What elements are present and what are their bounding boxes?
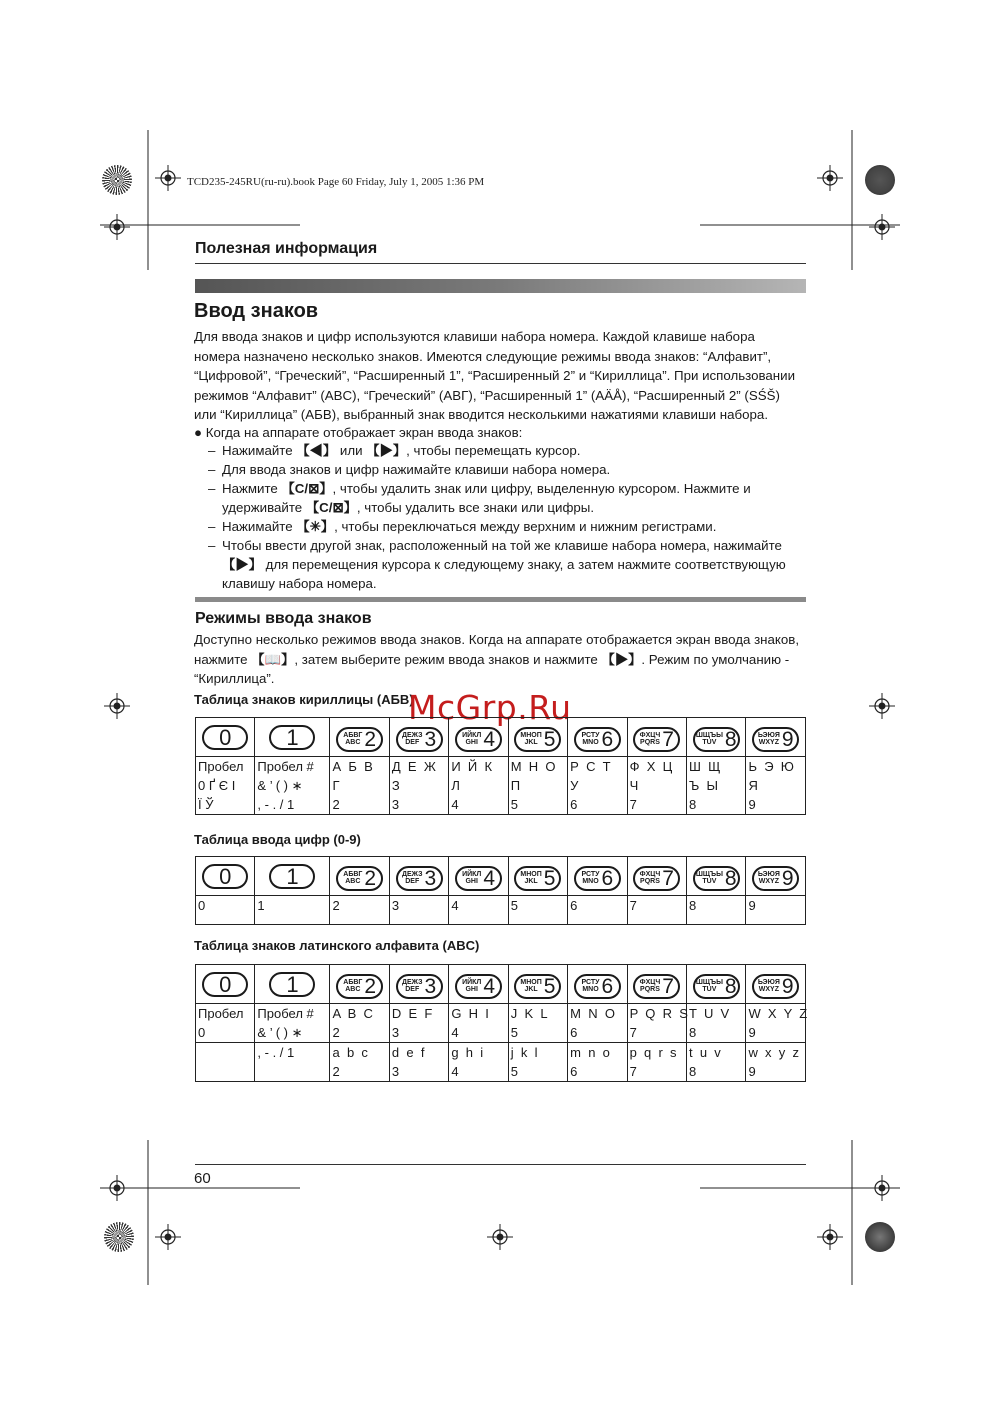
cell-text: Ї Ў bbox=[198, 797, 214, 812]
key-digit: 7 bbox=[662, 866, 674, 890]
cell-text: 2 bbox=[332, 1064, 340, 1079]
key-letters: РСТУ MNO bbox=[581, 978, 600, 993]
cell-text: t u v bbox=[689, 1045, 721, 1060]
key-letters: ИЙКЛ GHI bbox=[462, 731, 482, 746]
cell-text: Д Е Ж bbox=[391, 759, 436, 774]
print-header: TCD235-245RU(ru-ru).book Page 60 Friday, July 1, 2005 1:36 PM bbox=[187, 176, 485, 188]
cell-text: & ’ ( ) ∗ bbox=[257, 778, 303, 793]
key-cell-5 bbox=[508, 965, 567, 1004]
table-cell bbox=[746, 896, 806, 925]
key-cell-9 bbox=[746, 965, 806, 1004]
key-letters: АБВГ ABC bbox=[343, 870, 363, 885]
cell-text: 4 bbox=[451, 797, 459, 812]
key-letters: РСТУ MNO bbox=[581, 870, 600, 885]
key-letters: ИЙКЛ GHI bbox=[462, 870, 482, 885]
key-letters: ШЩЪЫ TUV bbox=[695, 870, 723, 885]
table-row bbox=[196, 757, 806, 815]
cell-text: 6 bbox=[570, 898, 578, 913]
cell-text: 9 bbox=[748, 1025, 756, 1040]
intro-paragraph bbox=[194, 327, 806, 425]
right-key-icon: 【▶】 bbox=[601, 651, 642, 667]
right-key-icon: 【▶】 bbox=[222, 557, 262, 572]
dial-key-6-icon bbox=[574, 866, 621, 891]
cell-text: d e f bbox=[391, 1045, 425, 1060]
table-row bbox=[196, 1004, 806, 1043]
cell-text: 9 bbox=[748, 1064, 756, 1079]
right-key-icon: 【▶】 bbox=[366, 443, 407, 458]
key-digit: 8 bbox=[724, 727, 737, 751]
cyrillic-table bbox=[195, 717, 806, 815]
cell-text: Ш Щ bbox=[689, 759, 721, 774]
key-digit: 2 bbox=[364, 866, 377, 890]
key-digit: 3 bbox=[424, 866, 437, 890]
cell-text: W X Y Z bbox=[748, 1006, 808, 1021]
table-cell bbox=[746, 757, 806, 815]
key-letters: ДЕЖЗ DEF bbox=[402, 731, 423, 746]
key-digit: 2 bbox=[364, 974, 377, 998]
dial-key-7-icon bbox=[633, 727, 680, 752]
cell-text: Я bbox=[748, 778, 758, 793]
intro-line: режимов “Алфавит” (ABC), “Греческий” (ΑΒΓ), “Расширенный 1” (AÄÅ), “Расширенный 2” (SŚŠ) bbox=[194, 387, 780, 403]
cell-text: Ф Х Ц bbox=[629, 759, 673, 774]
bullet-text: Когда на аппарате отображает экран ввода знаков: bbox=[205, 425, 523, 440]
dial-key-1-icon bbox=[269, 972, 315, 997]
dial-key-8-icon bbox=[693, 866, 740, 891]
dial-key-9-icon bbox=[752, 727, 799, 752]
key-cell-9 bbox=[746, 718, 806, 757]
key-letters: ШЩЪЫ TUV bbox=[695, 978, 723, 993]
cell-text: 5 bbox=[510, 1064, 518, 1079]
table-cell bbox=[196, 757, 255, 815]
table-cell bbox=[255, 1004, 330, 1043]
table-cell bbox=[687, 757, 746, 815]
key-letters: ДЕЖЗ DEF bbox=[402, 978, 423, 993]
cell-text: M N O bbox=[570, 1006, 615, 1021]
clear-key-icon: 【C/⊠】 bbox=[281, 481, 333, 496]
intro-line: номера назначено несколько знаков. Имеются следующие режимы ввода знаков: “Алфавит”, bbox=[194, 348, 772, 364]
cell-text: g h i bbox=[451, 1045, 484, 1060]
dial-key-2-icon bbox=[336, 974, 383, 999]
registration-mark-icon bbox=[104, 1175, 130, 1201]
page-title: Ввод знаков bbox=[194, 300, 319, 322]
cell-text: a b c bbox=[332, 1045, 368, 1060]
color-rosette-icon bbox=[865, 1222, 895, 1252]
table-cell bbox=[449, 1004, 508, 1043]
table-cell bbox=[508, 1004, 567, 1043]
table-cell bbox=[330, 757, 389, 815]
key-cell-6 bbox=[568, 965, 627, 1004]
section-divider bbox=[195, 263, 806, 264]
cell-text: 0 bbox=[198, 898, 206, 913]
key-digit: 5 bbox=[543, 866, 556, 890]
registration-mark-icon bbox=[869, 1175, 895, 1201]
cell-text: 3 bbox=[391, 898, 400, 913]
dial-key-1-icon bbox=[269, 864, 315, 889]
dial-key-2-icon bbox=[336, 866, 383, 891]
table-row bbox=[196, 1043, 806, 1082]
page-number: 60 bbox=[194, 1170, 211, 1187]
registration-mark-icon bbox=[817, 165, 843, 191]
heading-bar bbox=[195, 279, 806, 293]
dial-key-7-icon bbox=[633, 974, 680, 999]
dial-key-4-icon bbox=[455, 866, 502, 891]
dial-key-8-icon bbox=[693, 727, 740, 752]
phonebook-key-icon: 【📖】 bbox=[251, 651, 295, 667]
dial-key-3-icon bbox=[396, 974, 443, 999]
table-cell bbox=[389, 1043, 448, 1082]
cell-text: G H I bbox=[451, 1006, 489, 1021]
cell-text: 8 bbox=[689, 1025, 697, 1040]
key-cell-8 bbox=[687, 718, 746, 757]
cell-text: 4 bbox=[451, 1025, 459, 1040]
cell-text: 7 bbox=[629, 1064, 637, 1079]
registration-mark-icon bbox=[155, 1224, 181, 1250]
cell-text: Пробел # bbox=[257, 1006, 314, 1021]
section-title: Полезная информация bbox=[195, 240, 378, 257]
key-cell-4 bbox=[449, 857, 508, 896]
cell-text: 3 bbox=[391, 797, 400, 812]
dial-key-4-icon bbox=[455, 727, 502, 752]
cell-text: 5 bbox=[510, 1025, 518, 1040]
registration-mark-icon bbox=[817, 1224, 843, 1250]
left-key-icon: 【◀】 bbox=[296, 443, 337, 458]
table-title-digits: Таблица ввода цифр (0-9) bbox=[194, 832, 361, 847]
table-cell bbox=[330, 1004, 389, 1043]
dial-key-1-icon bbox=[269, 725, 315, 750]
key-digit: 1 bbox=[286, 863, 299, 889]
cell-text: p q r s bbox=[629, 1045, 677, 1060]
key-cell-2 bbox=[330, 965, 389, 1004]
key-digit: 3 bbox=[424, 727, 437, 751]
cell-text: Ъ Ы bbox=[689, 778, 719, 793]
dial-key-8-icon bbox=[693, 974, 740, 999]
registration-mark-icon bbox=[487, 1224, 513, 1250]
subsection-title: Режимы ввода знаков bbox=[195, 610, 372, 627]
table-row bbox=[196, 896, 806, 925]
table-cell bbox=[746, 1004, 806, 1043]
key-digit: 0 bbox=[219, 724, 232, 750]
key-cell-7 bbox=[627, 857, 686, 896]
key-digit: 8 bbox=[724, 866, 737, 890]
cell-text: 8 bbox=[689, 797, 697, 812]
table-cell bbox=[389, 757, 448, 815]
key-digit: 3 bbox=[424, 974, 437, 998]
key-cell-1 bbox=[255, 965, 330, 1004]
cell-text: 6 bbox=[570, 1064, 578, 1079]
table-cell bbox=[255, 757, 330, 815]
cell-text: Л bbox=[451, 778, 460, 793]
dial-key-3-icon bbox=[396, 866, 443, 891]
cell-text: А Б В bbox=[332, 759, 373, 774]
cell-text: 5 bbox=[510, 898, 518, 913]
key-cell-0 bbox=[196, 718, 255, 757]
table-cell bbox=[627, 1004, 686, 1043]
cell-text: 3 bbox=[391, 1064, 400, 1079]
table-title-cyrillic: Таблица знаков кириллицы (AБВ) bbox=[194, 692, 414, 707]
key-cell-3 bbox=[389, 857, 448, 896]
key-digit: 4 bbox=[483, 727, 495, 751]
key-digit: 5 bbox=[543, 974, 556, 998]
table-cell bbox=[389, 896, 448, 925]
key-cell-7 bbox=[627, 718, 686, 757]
dash-item-same-key: – Чтобы ввести другой знак, расположенный на той же клавише набора номера, нажимайте 【▶】 для перемещения курсора к следующему знаку, а затем нажмите соответствующую клавишу набора номера. bbox=[208, 538, 786, 591]
table-cell bbox=[627, 757, 686, 815]
table-cell bbox=[449, 896, 508, 925]
key-cell-5 bbox=[508, 718, 567, 757]
dial-key-6-icon bbox=[574, 974, 621, 999]
key-letters: МНОП JKL bbox=[520, 731, 542, 746]
key-digit: 8 bbox=[724, 974, 737, 998]
intro-line: “Цифровой”, “Греческий”, “Расширенный 1”, “Расширенный 2” и “Кириллица”. При использовании bbox=[194, 368, 796, 384]
cell-text: П bbox=[510, 778, 521, 793]
key-digit: 4 bbox=[483, 974, 495, 998]
cell-text: 4 bbox=[451, 1064, 459, 1079]
table-cell bbox=[389, 1004, 448, 1043]
key-letters: АБВГ ABC bbox=[343, 731, 363, 746]
dash-item-dial-keys: – Для ввода знаков и цифр нажимайте клавиши набора номера. bbox=[208, 462, 611, 477]
key-digit: 6 bbox=[601, 727, 614, 751]
key-letters: МНОП JKL bbox=[520, 870, 542, 885]
cell-text: М Н О bbox=[510, 759, 556, 774]
cell-text: 9 bbox=[748, 797, 756, 812]
key-cell-8 bbox=[687, 857, 746, 896]
key-letters: ФХЦЧ PQRS bbox=[639, 978, 661, 993]
key-letters: ФХЦЧ PQRS bbox=[639, 870, 661, 885]
cell-text: w x y z bbox=[748, 1045, 799, 1060]
dial-key-7-icon bbox=[633, 866, 680, 891]
key-cell-3 bbox=[389, 718, 448, 757]
cell-text: Пробел # bbox=[257, 759, 314, 774]
cell-text: 2 bbox=[332, 1025, 340, 1040]
cell-text: 0 bbox=[198, 1025, 206, 1040]
table-cell bbox=[196, 1004, 255, 1043]
key-digit: 1 bbox=[286, 724, 299, 750]
cell-text: D E F bbox=[391, 1006, 433, 1021]
dial-key-0-icon bbox=[202, 864, 248, 889]
key-digit: 0 bbox=[219, 971, 232, 997]
dash-item-case: – Нажимайте 【✳】, чтобы переключаться между верхним и нижним регистрами. bbox=[208, 519, 717, 534]
table-cell bbox=[196, 896, 255, 925]
table-title-latin: Таблица знаков латинского алфавита (ABC) bbox=[194, 938, 480, 953]
key-cell-1 bbox=[255, 718, 330, 757]
cell-text: Р С Т bbox=[570, 759, 611, 774]
cell-text: , - . / 1 bbox=[257, 797, 295, 812]
key-digit: 9 bbox=[781, 727, 794, 751]
key-letters: ЬЭЮЯ WXYZ bbox=[757, 870, 780, 885]
cell-text: 7 bbox=[629, 1025, 637, 1040]
dial-key-6-icon bbox=[574, 727, 621, 752]
key-cell-6 bbox=[568, 718, 627, 757]
cell-text: 2 bbox=[332, 797, 340, 812]
cell-text: 8 bbox=[689, 1064, 697, 1079]
key-cell-0 bbox=[196, 965, 255, 1004]
cell-text: 6 bbox=[570, 1025, 578, 1040]
key-cell-6 bbox=[568, 857, 627, 896]
key-digit: 1 bbox=[286, 971, 299, 997]
table-cell bbox=[568, 1043, 627, 1082]
dash-item-move-cursor: – Нажимайте 【◀】 или 【▶】, чтобы перемещать курсор. bbox=[208, 443, 581, 458]
key-digit: 2 bbox=[364, 727, 377, 751]
cell-text: j k l bbox=[510, 1045, 538, 1060]
table-cell bbox=[627, 1043, 686, 1082]
cell-text: И Й К bbox=[451, 759, 493, 774]
table-cell bbox=[330, 1043, 389, 1082]
bullet-dot-icon: ● bbox=[194, 425, 203, 440]
registration-mark-icon bbox=[104, 693, 130, 719]
key-cell-0 bbox=[196, 857, 255, 896]
key-digit: 6 bbox=[601, 866, 614, 890]
table-cell bbox=[627, 896, 686, 925]
cell-text: 7 bbox=[629, 797, 637, 812]
cell-text: 7 bbox=[629, 898, 637, 913]
color-rosette-icon bbox=[104, 1222, 134, 1252]
cell-text: У bbox=[570, 778, 579, 793]
cell-text: m n o bbox=[570, 1045, 610, 1060]
dial-key-5-icon bbox=[514, 974, 561, 999]
cell-text: 4 bbox=[451, 898, 459, 913]
cell-text: P Q R S bbox=[629, 1006, 688, 1021]
key-cell-3 bbox=[389, 965, 448, 1004]
cell-text: Пробел bbox=[198, 759, 244, 774]
star-key-icon: 【✳】 bbox=[296, 519, 335, 534]
dial-key-3-icon bbox=[396, 727, 443, 752]
dial-key-9-icon bbox=[752, 974, 799, 999]
dial-key-5-icon bbox=[514, 866, 561, 891]
registration-mark-icon bbox=[869, 214, 895, 240]
cell-text: A B C bbox=[332, 1006, 373, 1021]
key-letters: РСТУ MNO bbox=[581, 731, 600, 746]
table-cell bbox=[746, 1043, 806, 1082]
table-cell bbox=[568, 1004, 627, 1043]
key-cell-4 bbox=[449, 965, 508, 1004]
cell-text: 8 bbox=[689, 898, 697, 913]
key-digit: 7 bbox=[662, 974, 674, 998]
clear-key-icon: 【C/⊠】 bbox=[305, 500, 357, 515]
key-digit: 7 bbox=[662, 727, 674, 751]
dial-key-2-icon bbox=[336, 727, 383, 752]
cell-text: 3 bbox=[391, 1025, 400, 1040]
key-digit: 5 bbox=[543, 727, 556, 751]
table-cell bbox=[568, 757, 627, 815]
key-digit: 6 bbox=[601, 974, 614, 998]
key-digit: 4 bbox=[483, 866, 495, 890]
cell-text: З bbox=[391, 778, 400, 793]
table-cell bbox=[508, 1043, 567, 1082]
cell-text: J K L bbox=[510, 1006, 548, 1021]
cell-text: Пробел bbox=[198, 1006, 244, 1021]
key-cell-7 bbox=[627, 965, 686, 1004]
latin-table bbox=[195, 964, 806, 1082]
table-cell bbox=[568, 896, 627, 925]
dial-key-0-icon bbox=[202, 725, 248, 750]
cell-text: Г bbox=[332, 778, 340, 793]
cell-text: , - . / 1 bbox=[257, 1045, 295, 1060]
registration-mark-icon bbox=[869, 693, 895, 719]
key-letters: ИЙКЛ GHI bbox=[462, 978, 482, 993]
key-digit: 9 bbox=[781, 974, 794, 998]
key-letters: АБВГ ABC bbox=[343, 978, 363, 993]
cell-text: 2 bbox=[332, 898, 340, 913]
cell-text: 9 bbox=[748, 898, 756, 913]
subsection-bar bbox=[195, 597, 806, 602]
table-cell bbox=[330, 896, 389, 925]
table-cell bbox=[449, 1043, 508, 1082]
table-cell bbox=[687, 1043, 746, 1082]
cell-text: 5 bbox=[510, 797, 518, 812]
digits-table bbox=[195, 856, 806, 925]
intro-line: Для ввода знаков и цифр используются клавиши набора номера. Каждой клавише набора bbox=[194, 329, 755, 344]
color-rosette-icon bbox=[102, 165, 132, 195]
key-letters: МНОП JKL bbox=[520, 978, 542, 993]
dial-key-4-icon bbox=[455, 974, 502, 999]
key-cell-8 bbox=[687, 965, 746, 1004]
key-letters: ШЩЪЫ TUV bbox=[695, 731, 723, 746]
table-cell bbox=[687, 1004, 746, 1043]
key-cell-1 bbox=[255, 857, 330, 896]
key-cell-2 bbox=[330, 857, 389, 896]
bullet-item bbox=[194, 423, 522, 443]
cell-text: & ’ ( ) ∗ bbox=[257, 1025, 303, 1040]
dial-key-9-icon bbox=[752, 866, 799, 891]
intro-line: или “Кириллица” (AБВ), выбранный знак вводится несколькими нажатиями клавиши набора. bbox=[194, 407, 769, 423]
key-letters: ЬЭЮЯ WXYZ bbox=[757, 978, 780, 993]
key-letters: ДЕЖЗ DEF bbox=[402, 870, 423, 885]
table-cell bbox=[196, 1043, 255, 1082]
key-cell-9 bbox=[746, 857, 806, 896]
cell-text: Ь Э Ю bbox=[748, 759, 794, 774]
key-letters: ФХЦЧ PQRS bbox=[639, 731, 661, 746]
table-cell bbox=[255, 1043, 330, 1082]
key-digit: 9 bbox=[781, 866, 794, 890]
key-digit: 0 bbox=[219, 863, 232, 889]
key-cell-2 bbox=[330, 718, 389, 757]
dial-key-0-icon bbox=[202, 972, 248, 997]
watermark: McGrp.Ru bbox=[408, 688, 572, 727]
table-cell bbox=[508, 896, 567, 925]
cell-text: Ч bbox=[629, 778, 639, 793]
table-cell bbox=[449, 757, 508, 815]
cell-text: 0 Ґ Є І bbox=[198, 778, 236, 793]
table-cell bbox=[508, 757, 567, 815]
cell-text: 6 bbox=[570, 797, 578, 812]
footer-divider bbox=[195, 1164, 806, 1165]
dash-item-delete: – Нажмите 【C/⊠】, чтобы удалить знак или цифру, выделенную курсором. Нажмите и удерживайте 【C/⊠】, чтобы удалить все знаки или цифры. bbox=[208, 481, 751, 515]
key-cell-4 bbox=[449, 718, 508, 757]
dial-key-5-icon bbox=[514, 727, 561, 752]
registration-mark-icon bbox=[104, 214, 130, 240]
modes-paragraph: Доступно несколько режимов ввода знаков. Когда на аппарате отображается экран ввода знаков, нажмите 【📖】, затем выберите режим ввода знаков и нажмите 【▶】. Режим по умолчанию - “Кириллица”. bbox=[194, 632, 800, 687]
cell-text: 1 bbox=[257, 898, 265, 913]
table-cell bbox=[687, 896, 746, 925]
registration-mark-icon bbox=[155, 165, 181, 191]
key-letters: ЬЭЮЯ WXYZ bbox=[757, 731, 780, 746]
key-cell-5 bbox=[508, 857, 567, 896]
color-rosette-icon bbox=[865, 165, 895, 195]
table-cell bbox=[255, 896, 330, 925]
cell-text: T U V bbox=[689, 1006, 730, 1021]
